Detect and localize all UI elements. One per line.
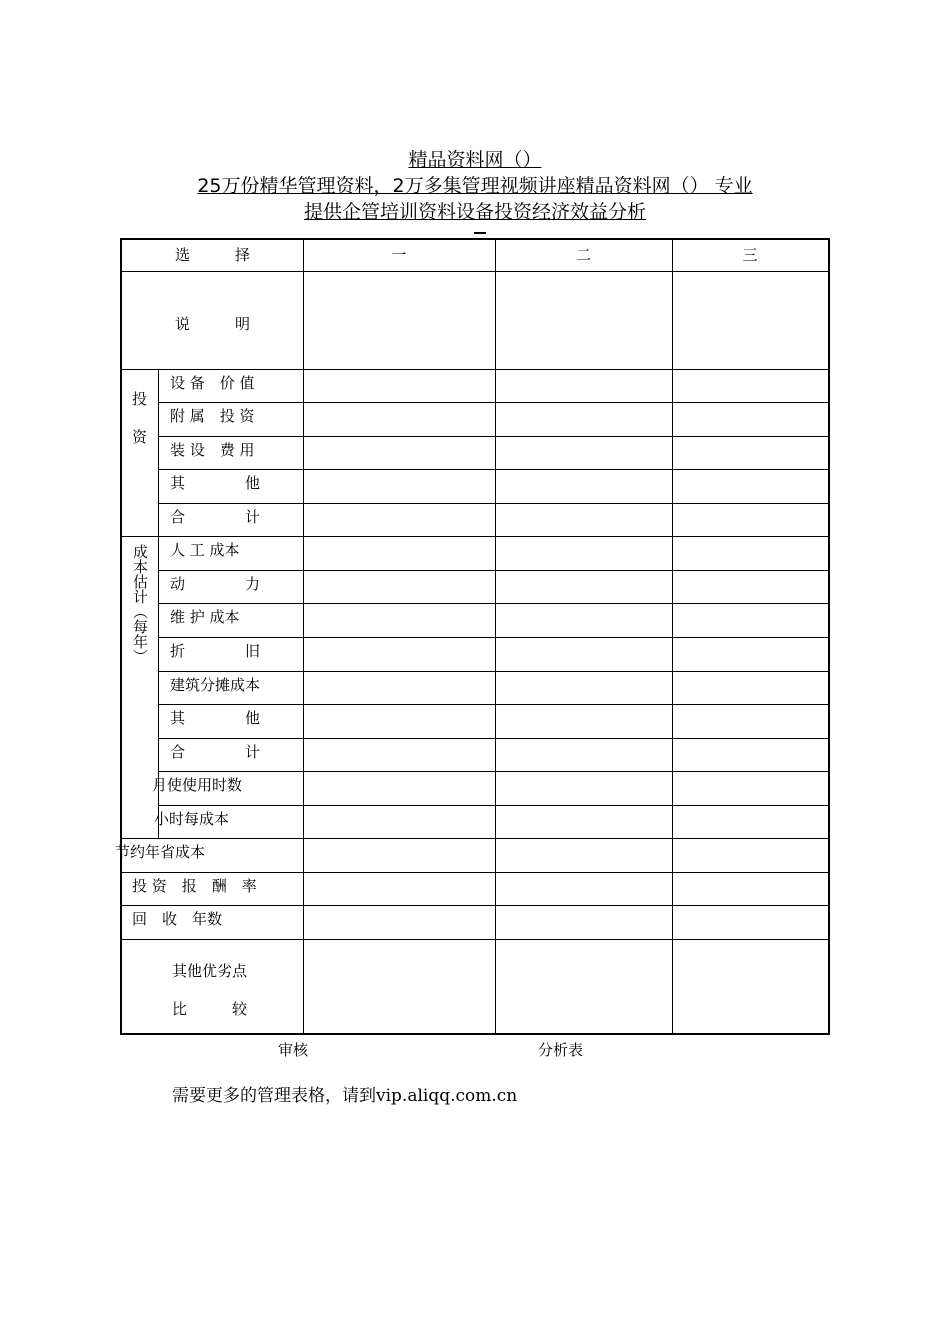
header-line-1: 精品资料网（） bbox=[408, 149, 542, 171]
row-monthly-hours: 月使使用时数 bbox=[152, 776, 243, 794]
footer-review: 审核 bbox=[278, 1041, 309, 1059]
row-equipment-value: 设 备 价 值 bbox=[170, 374, 255, 392]
row-hourly-cost: 小时每成本 bbox=[154, 810, 230, 828]
row-investment-total: 合 计 bbox=[170, 508, 261, 526]
col-header-option-3: 三 bbox=[742, 246, 758, 264]
row-auxiliary-investment: 附 属 投 资 bbox=[170, 407, 255, 425]
footer-note: 需要更多的管理表格，请到vip.aliqq.com.cn bbox=[172, 1086, 518, 1106]
description-label: 说 明 bbox=[174, 315, 250, 333]
row-other-pros-cons: 其他优劣点 bbox=[172, 962, 248, 980]
header-line-2: 25万份精华管理资料，2万多集管理视频讲座精品资料网（） 专业 bbox=[197, 175, 753, 197]
col-header-option-1: 一 bbox=[391, 246, 407, 264]
row-building-allocation: 建筑分摊成本 bbox=[170, 676, 261, 694]
row-maintenance-cost: 维 护 成本 bbox=[170, 608, 240, 626]
investment-group-label: 投 资 bbox=[132, 390, 148, 446]
row-cost-total: 合 计 bbox=[170, 743, 261, 761]
row-comparison: 比 较 bbox=[172, 1000, 248, 1018]
row-installation-cost: 装 设 费 用 bbox=[170, 441, 255, 459]
row-power: 动 力 bbox=[170, 575, 261, 593]
row-depreciation: 折 旧 bbox=[170, 642, 261, 660]
analysis-table bbox=[115, 238, 830, 1035]
footer-analysis: 分析表 bbox=[538, 1041, 584, 1059]
cost-group-label: 成本估计（每年） bbox=[131, 544, 149, 664]
row-payback-years: 回 收 年数 bbox=[132, 910, 223, 928]
col-header-select: 选 择 bbox=[174, 246, 250, 264]
col-header-option-2: 二 bbox=[575, 246, 591, 264]
row-roi: 投 资 报 酬 率 bbox=[132, 877, 257, 895]
row-labor-cost: 人 工 成本 bbox=[170, 541, 240, 559]
row-cost-other: 其 他 bbox=[170, 709, 261, 727]
row-annual-saving: 节约年省成本 bbox=[115, 843, 206, 861]
row-investment-other: 其 他 bbox=[170, 474, 261, 492]
title-dash bbox=[474, 232, 486, 234]
header-line-3: 提供企管培训资料设备投资经济效益分析 bbox=[303, 201, 646, 223]
